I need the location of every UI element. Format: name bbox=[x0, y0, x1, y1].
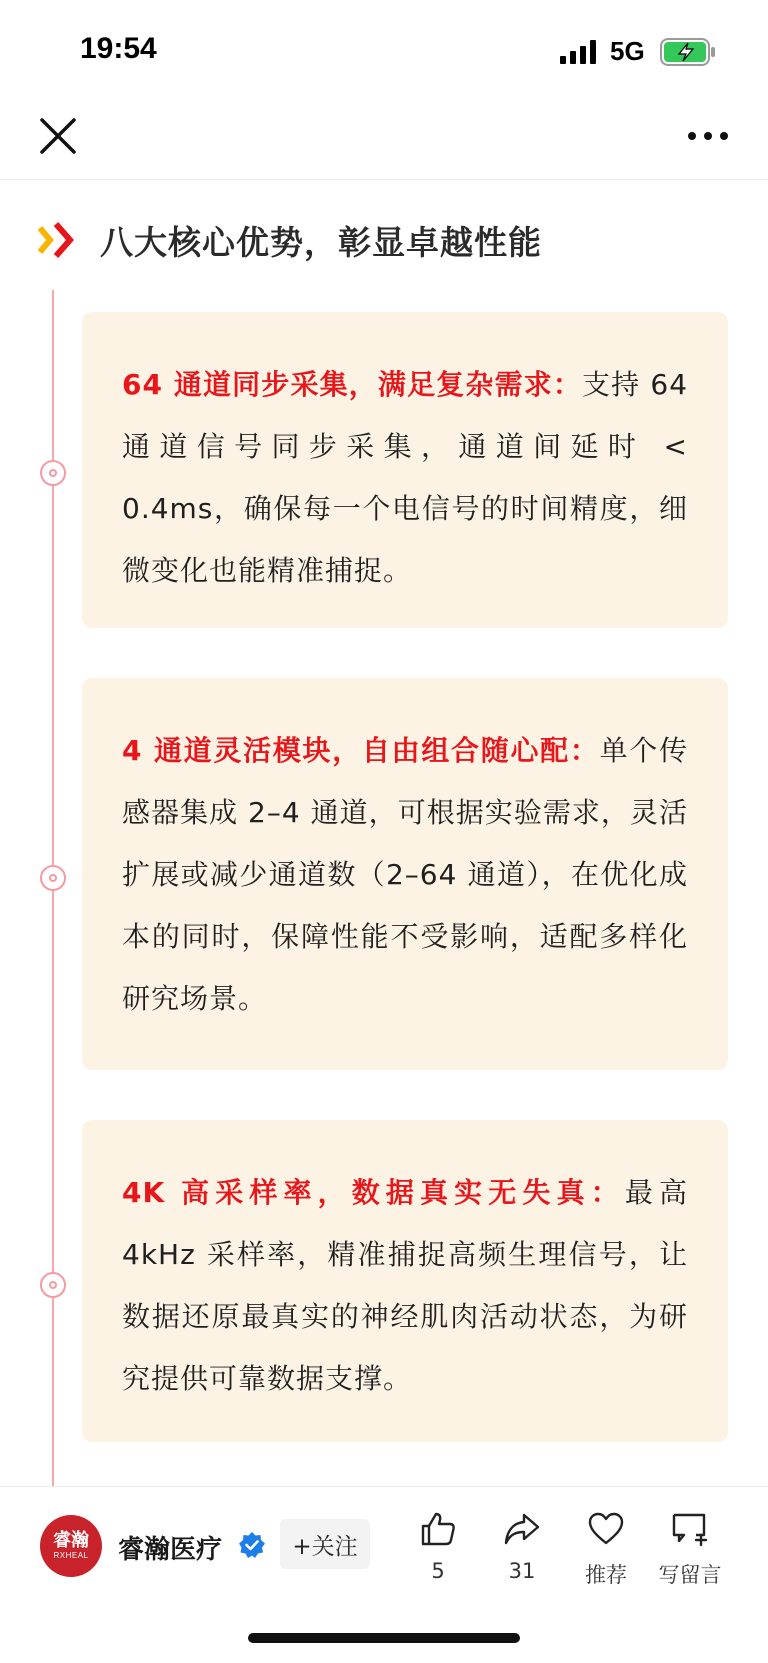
battery-charging-icon bbox=[660, 38, 716, 66]
signal-icon bbox=[560, 40, 600, 64]
write-comment-button[interactable] bbox=[650, 1509, 730, 1599]
more-icon[interactable] bbox=[684, 120, 732, 152]
heart-icon bbox=[586, 1509, 626, 1549]
section-heading-text: 八大核心优势，彰显卓越性能 bbox=[100, 222, 542, 262]
share-button[interactable] bbox=[482, 1509, 562, 1599]
author-avatar[interactable] bbox=[40, 1515, 102, 1577]
feature-title: 64 通道同步采集，满足复杂需求： bbox=[122, 368, 583, 401]
feature-text bbox=[122, 1162, 688, 1410]
feature-title: 4K 高采样率，数据真实无失真： bbox=[122, 1176, 625, 1209]
feature-card bbox=[82, 1120, 728, 1442]
comment-label: 写留言 bbox=[658, 1563, 722, 1587]
feature-text bbox=[122, 720, 688, 1030]
recommend-label: 推荐 bbox=[585, 1563, 627, 1587]
share-count: 31 bbox=[508, 1559, 536, 1583]
feature-card bbox=[82, 312, 728, 628]
author-name[interactable]: 睿瀚医疗 bbox=[118, 1535, 223, 1565]
network-label: 5G bbox=[610, 36, 645, 66]
close-icon[interactable] bbox=[36, 114, 80, 158]
double-chevron-icon bbox=[36, 220, 80, 260]
timeline-dot bbox=[40, 460, 66, 486]
feature-body: 支持 64 通道信号同步采集，通道间延时 < 0.4ms，确保每一个电信号的时间精度，细微变化也能精准捕捉。 bbox=[122, 368, 689, 587]
status-time: 19:54 bbox=[80, 32, 157, 65]
feature-body: 单个传感器集成 2–4 通道，可根据实验需求，灵活扩展或减少通道数（2–64 通道），在优化成本的同时，保障性能不受影响，适配多样化研究场景。 bbox=[122, 734, 688, 1015]
feature-card bbox=[82, 678, 728, 1070]
home-indicator bbox=[248, 1633, 520, 1643]
like-button[interactable] bbox=[398, 1509, 478, 1599]
feature-body: 最高 4kHz 采样率，精准捕捉高频生理信号，让数据还原最真实的神经肌肉活动状态，为研究提供可靠数据支撑。 bbox=[122, 1176, 688, 1395]
avatar-logo-subtext: RXHEAL bbox=[53, 1551, 89, 1560]
share-arrow-icon bbox=[502, 1509, 542, 1549]
status-bar bbox=[0, 0, 768, 96]
comment-add-icon bbox=[670, 1509, 710, 1549]
timeline-dot bbox=[40, 865, 66, 891]
feature-title: 4 通道灵活模块，自由组合随心配： bbox=[122, 734, 600, 767]
bottom-action-bar bbox=[0, 1486, 768, 1663]
feature-text bbox=[122, 354, 688, 602]
verified-badge-icon bbox=[238, 1531, 266, 1559]
avatar-logo-text: 睿瀚 bbox=[53, 1530, 89, 1551]
follow-button[interactable]: +关注 bbox=[280, 1519, 370, 1569]
like-count: 5 bbox=[431, 1559, 445, 1583]
section-heading bbox=[36, 214, 736, 266]
top-nav-bar bbox=[0, 96, 768, 180]
recommend-button[interactable] bbox=[566, 1509, 646, 1599]
timeline-dot bbox=[40, 1272, 66, 1298]
thumbs-up-icon bbox=[418, 1509, 458, 1549]
